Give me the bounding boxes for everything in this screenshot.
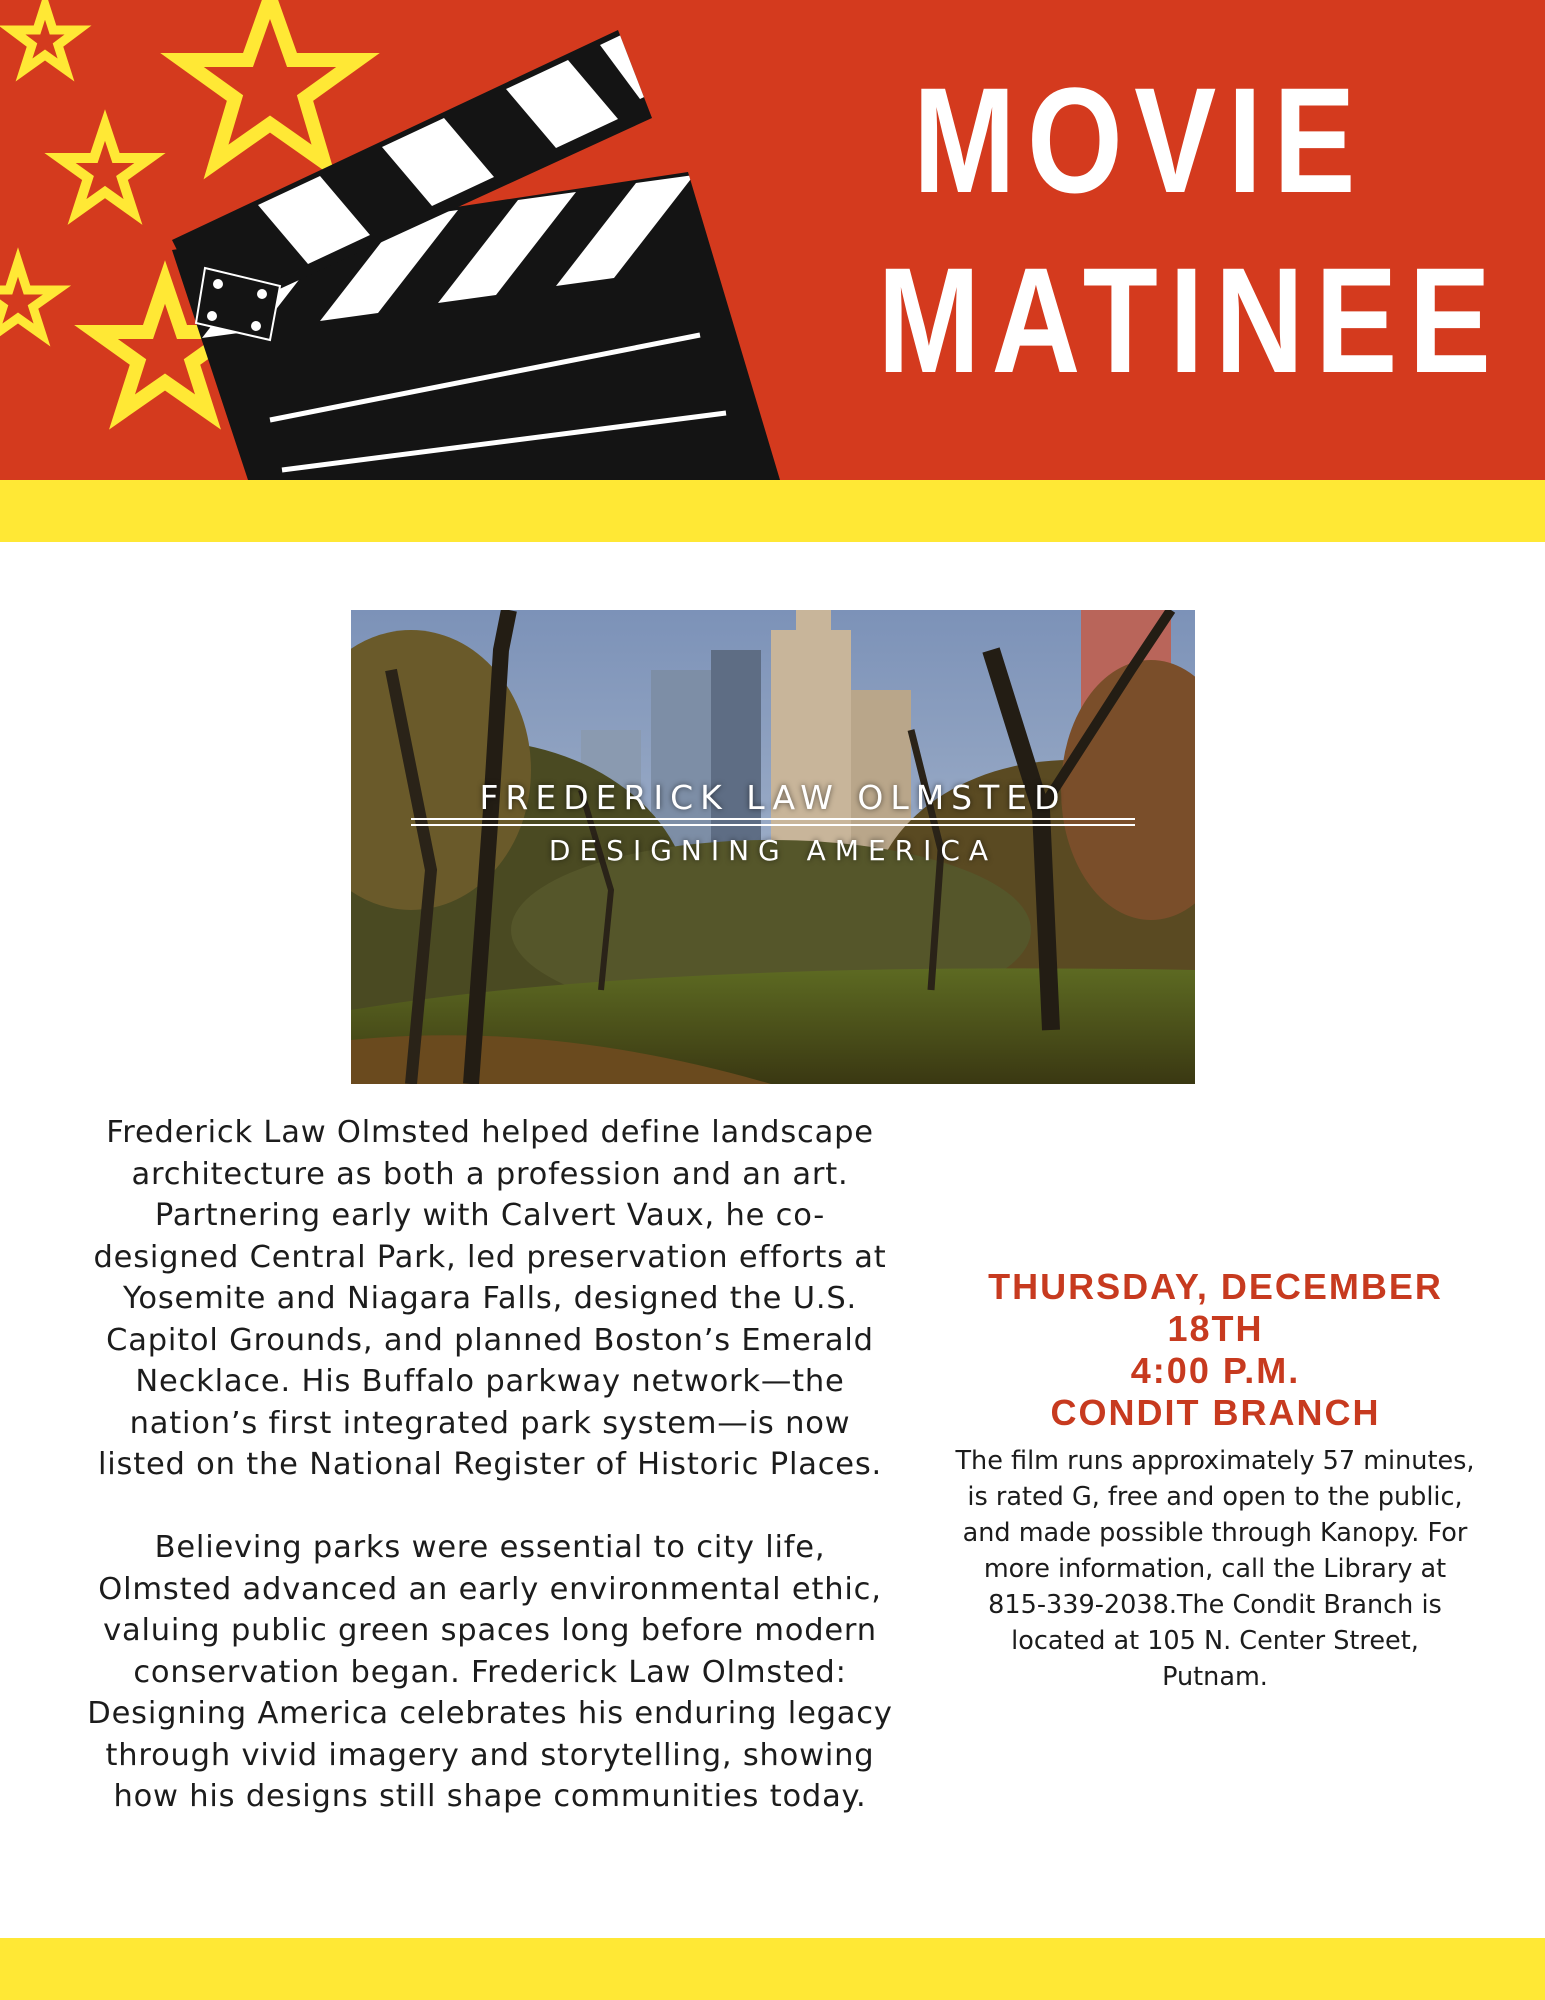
- caption-rule: [411, 818, 1135, 820]
- event-info: The film runs approximately 57 minutes, is rated G, free and open to the public, and made possible through Kanopy. For more information, call the Library at 815-339-2038.The Condit Branch is located at 105 N. Center Street, Putnam.: [955, 1446, 1475, 1692]
- star-icon: [182, 0, 358, 162]
- star-icon: [60, 125, 150, 212]
- film-description: [85, 1112, 895, 1859]
- event-location: CONDIT BRANCH: [1050, 1392, 1381, 1433]
- film-subtitle: DESIGNING AMERICA: [548, 834, 998, 867]
- clapperboard-stars-illustration: [0, 0, 800, 480]
- film-still-photo: [351, 610, 1195, 1084]
- film-title: FREDERICK LAW OLMSTED: [479, 778, 1067, 817]
- star-icon: [0, 262, 57, 335]
- caption-rule: [411, 824, 1135, 826]
- yellow-divider-top: [0, 480, 1545, 542]
- description-paragraph: Frederick Law Olmsted helped define landscape architecture as both a profession and an art. Partnering early with Calvert Vaux, he co-designed Central Park, led preservation efforts at Yosemite and Niagara Falls, designed the U.S. Capitol Grounds, and planned Boston’s Emerald Necklace. His Buffalo parkway network—the nation’s first integrated park system—is now listed on the National Register of Historic Places.: [93, 1115, 887, 1482]
- title-line-matinee: MATINEE: [877, 236, 1503, 404]
- header-banner: [0, 0, 1545, 480]
- star-icon: [12, 5, 78, 70]
- event-time: 4:00 P.M.: [1130, 1350, 1301, 1391]
- event-details: [948, 1266, 1483, 1434]
- description-paragraph: Believing parks were essential to city life, Olmsted advanced an early environmental ethic, valuing public green spaces long before modern conservation began. Frederick Law Olmsted: Designing America celebrates his enduring legacy through vivid imagery and storytelling, showing how his designs still shape communities today.: [87, 1530, 893, 1814]
- yellow-divider-bottom: [0, 1938, 1545, 2000]
- event-date: THURSDAY, DECEMBER 18TH: [988, 1266, 1443, 1349]
- title-line-movie: MOVIE: [913, 56, 1367, 224]
- page-title: [820, 50, 1503, 410]
